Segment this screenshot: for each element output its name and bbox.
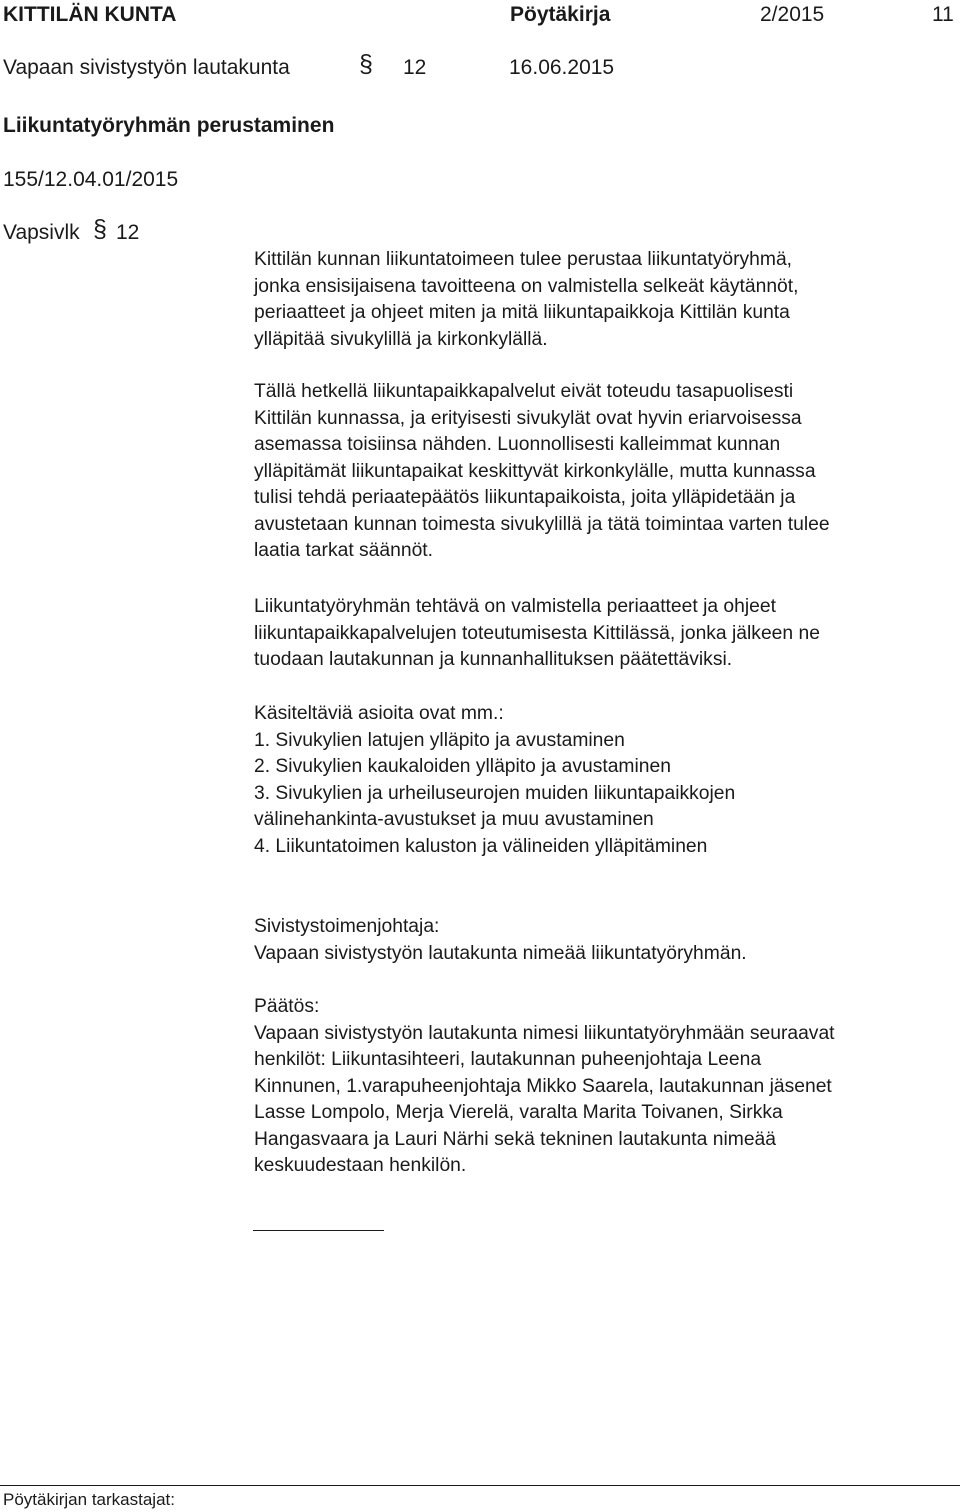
paragraph-1 [254,247,956,353]
text-line: periaatteet ja ohjeet miten ja mitä liikuntapaikkoja Kittilän kunta [254,302,790,323]
footer-reviewers-label: Pöytäkirjan tarkastajat: [3,1490,175,1509]
text-line: Kinnunen, 1.varapuheenjohtaja Mikko Saarela, lautakunnan jäsenet [254,1075,832,1097]
paragraph-2 [254,379,956,565]
proposal-label: Sivistystoimenjohtaja: [254,916,440,937]
municipality-name: KITTILÄN KUNTA [3,3,177,26]
list-intro: Käsiteltäviä asioita ovat mm.: [254,703,504,724]
text-line: Kittilän kunnassa, ja erityisesti sivukylät ovat hyvin eriarvoisessa [254,407,802,429]
list-item: 3. Sivukylien ja urheiluseurojen muiden liikuntapaikkojen [254,782,736,804]
proposal-text: Vapaan sivistystyön lautakunta nimeää liikuntatyöryhmän. [254,942,747,964]
text-line: Kittilän kunnan liikuntatoimeen tulee perustaa liikuntatyöryhmä, [254,249,793,270]
item-reference: 155/12.04.01/2015 [3,168,179,191]
text-line: Vapaan sivistystyön lautakunta nimesi liikuntatyöryhmään seuraavat [254,1022,835,1044]
decision-label: Päätös: [254,996,320,1017]
text-line: jonka ensisijaisena tavoitteena on valmistella selkeät käytännöt, [254,275,799,297]
text-line: tulisi tehdä periaatepäätös liikuntapaikoista, joita ylläpidetään ja [254,487,796,508]
page-number: 11 [932,3,954,26]
meeting-date: 16.06.2015 [509,56,615,79]
list-item: 2. Sivukylien kaukaloiden ylläpito ja avustaminen [254,756,671,777]
document-type: Pöytäkirja [510,3,611,26]
footer-divider [0,1485,960,1486]
text-line: ylläpitää sivukylillä ja kirkonkylällä. [254,328,548,350]
text-line: tuodaan lautakunnan ja kunnanhallituksen päätettäviksi. [254,649,733,670]
text-line: keskuudestaan henkilön. [254,1155,467,1176]
list-item: 1. Sivukylien latujen ylläpito ja avustaminen [254,729,625,751]
text-line: asemassa toisiinsa nähden. Luonnollisesti kalleimmat kunnan [254,434,781,455]
decision-block [254,994,956,1180]
committee-name: Vapaan sivistystyön lautakunta [3,56,290,79]
proposal-block [254,914,956,967]
text-line: ylläpitämät liikuntapaikat keskittyvät kirkonkylälle, mutta kunnassa [254,460,816,482]
section-label: Vapsivlk [3,221,80,244]
signature-divider [253,1230,384,1231]
text-line: Lasse Lompolo, Merja Vierelä, varalta Marita Toivanen, Sirkka [254,1102,783,1123]
text-line: avustetaan kunnan toimesta sivukylillä ja tätä toimintaa varten tulee [254,513,830,535]
text-line: Liikuntatyöryhmän tehtävä on valmistella periaatteet ja ohjeet [254,596,776,617]
text-line: laatia tarkat säännöt. [254,540,434,561]
item-title: Liikuntatyöryhmän perustaminen [3,114,335,137]
paragraph-3 [254,594,956,674]
text-line: Tällä hetkellä liikuntapaikkapalvelut eivät toteudu tasapuolisesti [254,381,794,402]
text-line: henkilöt: Liikuntasihteeri, lautakunnan puheenjohtaja Leena [254,1049,762,1070]
section-label-number: 12 [116,221,140,244]
list-item: 4. Liikuntatoimen kaluston ja välineiden ylläpitäminen [254,835,708,857]
section-number: 12 [403,56,427,79]
section-symbol-icon: § [359,50,373,78]
text-line: liikuntapaikkapalvelujen toteutumisesta Kittilässä, jonka jälkeen ne [254,622,820,644]
section-symbol-icon-2: § [93,215,107,243]
list-item: välinehankinta-avustukset ja muu avustaminen [254,809,654,830]
document-number: 2/2015 [760,3,825,26]
topics-list [254,701,956,860]
text-line: Hangasvaara ja Lauri Närhi sekä tekninen lautakunta nimeää [254,1128,776,1150]
